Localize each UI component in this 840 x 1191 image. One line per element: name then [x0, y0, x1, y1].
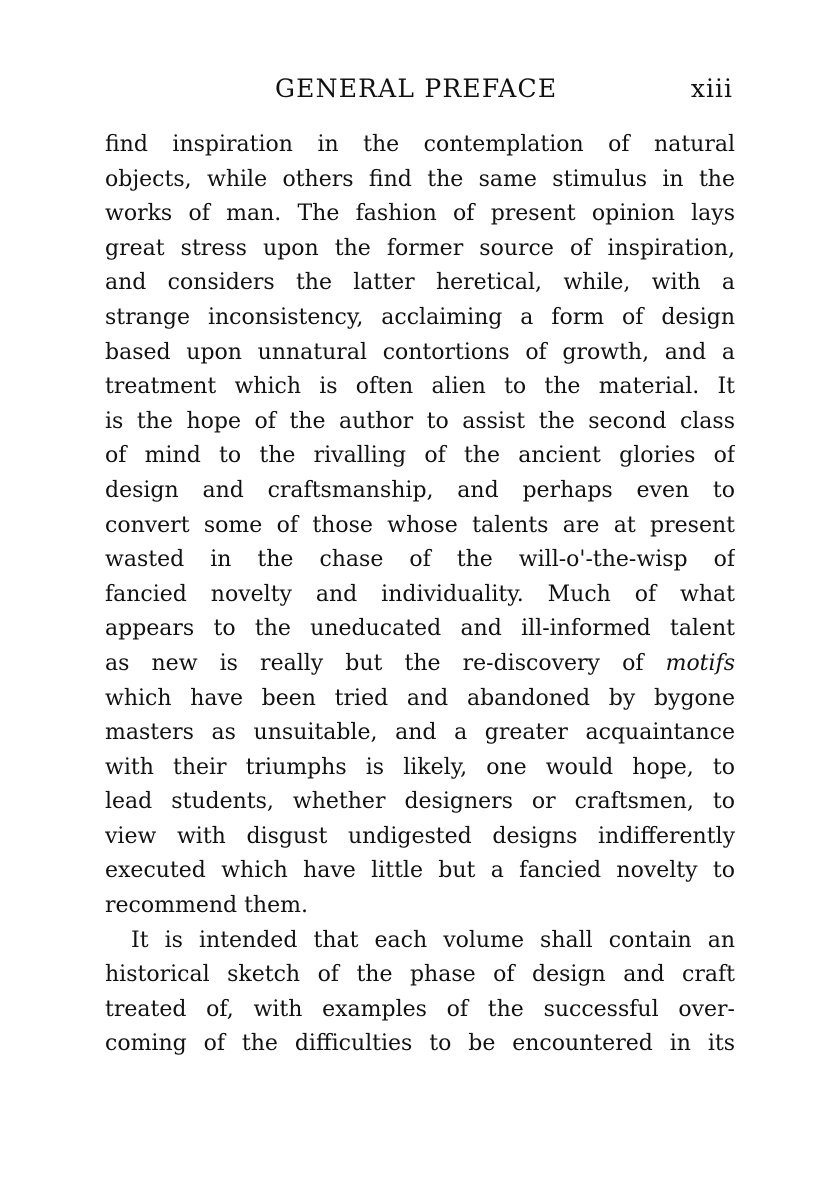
text-line: design and craftsmanship, and perhaps even to [105, 477, 735, 503]
text-line: treated of, with examples of the successful over- [105, 996, 735, 1022]
text-line: convert some of those whose talents are at present [105, 512, 735, 538]
text-line: is the hope of the author to assist the second class [105, 408, 735, 434]
text-segment: as new is really but the re-discovery of [105, 650, 644, 676]
italic-word: motifs [665, 650, 735, 676]
text-line: lead students, whether designers or craftsmen, to [105, 789, 735, 815]
text-line: recommend them. [105, 893, 308, 919]
paragraph-1 [105, 128, 735, 924]
text-line: It is intended that each volume shall contain an [131, 927, 735, 953]
text-line: executed which have little but a fancied novelty to [105, 858, 735, 884]
text-line: with their triumphs is likely, one would hope, to [105, 754, 735, 780]
text-line: find inspiration in the contemplation of natural [105, 132, 735, 157]
text-line: objects, while others find the same stimulus in the [105, 166, 735, 192]
text-line: historical sketch of the phase of design and craft [105, 962, 735, 988]
text-line-with-italic [105, 647, 735, 682]
text-line: view with disgust undigested designs indifferently [105, 823, 735, 849]
page-number: xiii [690, 74, 733, 103]
text-line: based upon unnatural contortions of growth, and a [105, 339, 735, 365]
body-text [105, 128, 735, 1062]
paragraph-2 [105, 924, 735, 1062]
text-line: and considers the latter heretical, while, with a [105, 270, 735, 296]
running-title: GENERAL PREFACE [275, 74, 558, 103]
text-line: which have been tried and abandoned by bygone [105, 685, 735, 711]
text-line: works of man. The fashion of present opinion lays [105, 201, 735, 227]
text-line: wasted in the chase of the will-o'-the-wisp of [105, 547, 735, 573]
text-line: great stress upon the former source of inspiration, [105, 235, 735, 261]
text-line: coming of the difficulties to be encountered in its [105, 1031, 735, 1057]
text-line: treatment which is often alien to the material. It [105, 374, 735, 400]
text-line: fancied novelty and individuality. Much of what [105, 581, 735, 607]
text-line: masters as unsuitable, and a greater acquaintance [105, 720, 735, 746]
text-line: of mind to the rivalling of the ancient glories of [105, 443, 735, 469]
page-header [105, 74, 735, 110]
text-line: appears to the uneducated and ill-informed talent [105, 616, 735, 642]
text-line: strange inconsistency, acclaiming a form of design [105, 304, 735, 330]
